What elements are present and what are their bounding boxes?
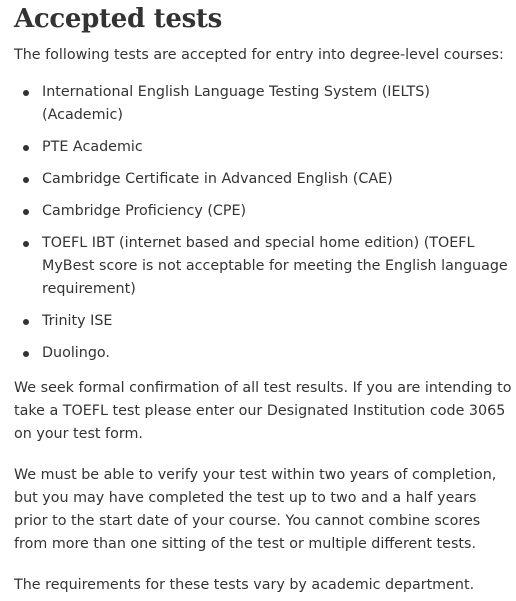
list-item-ielts: International English Language Testing System (IELTS) (Academic) <box>42 81 514 127</box>
verification-paragraph: We must be able to verify your test within two years of completion, but you may have completed the test up to two and a half years prior to the start date of your course. You cannot combine scores from more than one sitting of the test or multiple different tests. <box>14 467 497 552</box>
list-item-duolingo: Duolingo. <box>42 342 514 365</box>
list-item-pte: PTE Academic <box>42 136 514 159</box>
intro-text: The following tests are accepted for entry into degree-level courses: <box>14 47 504 63</box>
accepted-tests-list <box>14 81 514 365</box>
list-item-trinity: Trinity ISE <box>42 310 514 333</box>
list-item-cpe: Cambridge Proficiency (CPE) <box>42 200 514 223</box>
list-item-cae: Cambridge Certificate in Advanced English (CAE) <box>42 168 514 191</box>
requirements-paragraph: The requirements for these tests vary by academic department. <box>14 577 475 593</box>
accepted-tests-section <box>0 4 514 597</box>
list-item-toefl: TOEFL IBT (internet based and special home edition) (TOEFL MyBest score is not acceptable for meeting the English language requirement) <box>42 232 514 301</box>
section-heading: Accepted tests <box>14 4 222 34</box>
confirmation-paragraph: We seek formal confirmation of all test results. If you are intending to take a TOEFL test please enter our Designated Institution code 3065 on your test form. <box>14 380 512 442</box>
